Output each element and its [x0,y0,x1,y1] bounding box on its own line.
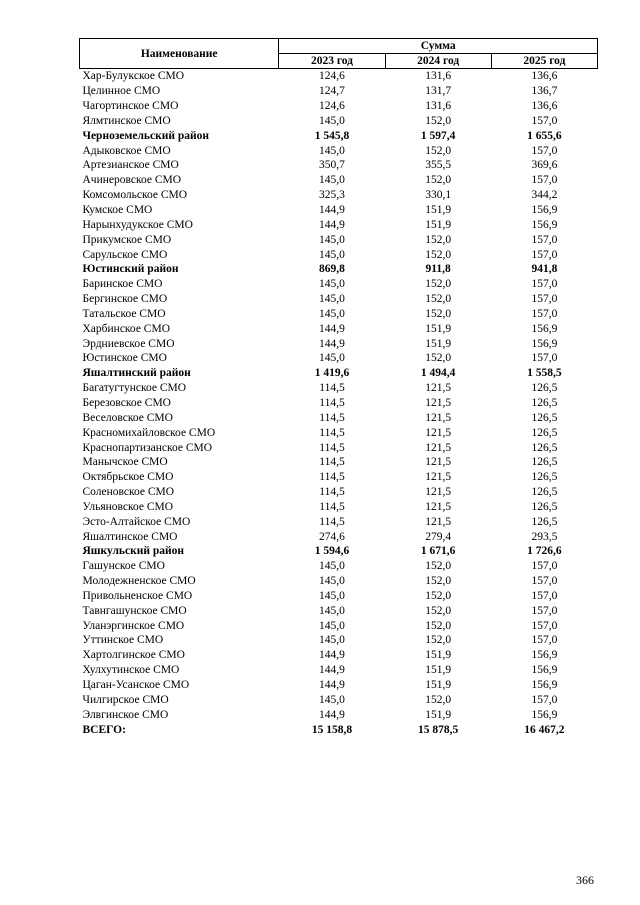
cell-2024: 121,5 [425,471,452,484]
cell-2025: 157,0 [531,174,558,187]
cell-2023: 114,5 [319,396,345,409]
cell-2024: 131,6 [425,100,452,113]
cell-2023: 114,5 [319,500,345,513]
cell-2024: 152,0 [425,278,452,291]
cell-name: Юстинский район [82,263,179,276]
cell-2023: 145,0 [319,575,345,588]
cell-2025: 344,2 [531,189,558,202]
table-row [80,485,598,500]
cell-2023: 144,9 [319,708,345,721]
table-row [80,678,598,693]
cell-2025: 157,0 [531,634,558,647]
cell-2025: 156,9 [531,664,558,677]
cell-2025: 369,6 [531,159,558,172]
cell-2024: 152,0 [425,174,452,187]
cell-2023: 145,0 [319,634,345,647]
cell-2023: 145,0 [319,560,345,573]
cell-2025: 126,5 [531,456,558,469]
cell-name: Уланэргинское СМО [82,619,185,632]
cell-2024: 121,5 [425,411,452,424]
cell-name: Элвгинское СМО [82,708,169,721]
cell-2023: 124,7 [319,85,345,98]
cell-2025: 157,0 [531,575,558,588]
cell-name: Бергинское СМО [82,293,168,306]
cell-2024: 1 597,4 [420,129,456,142]
cell-2023: 145,0 [319,174,345,187]
table-row [80,143,598,158]
table-row [80,470,598,485]
table-row [80,529,598,544]
cell-name: Соленовское СМО [82,486,175,499]
cell-name: Уттинское СМО [82,634,164,647]
table-row [80,277,598,292]
cell-2023: 124,6 [319,100,345,113]
cell-2024: 121,5 [425,456,452,469]
cell-name: Яшкульский район [82,545,184,558]
cell-2023: 325,3 [319,189,345,202]
cell-2025: 126,5 [531,382,558,395]
cell-2024: 152,0 [425,575,452,588]
cell-2023: 350,7 [319,159,345,172]
cell-2023: 144,9 [319,337,345,350]
cell-name: Целинное СМО [82,85,161,98]
table-row [80,663,598,678]
table-row [80,410,598,425]
cell-name: ВСЕГО: [82,723,126,736]
cell-2025: 126,5 [531,471,558,484]
table-row [80,574,598,589]
cell-2025: 136,6 [531,100,558,113]
cell-name: Ачинеровское СМО [82,174,182,187]
cell-2024: 152,0 [425,560,452,573]
cell-2023: 114,5 [319,456,345,469]
table-row [80,84,598,99]
cell-2025: 157,0 [531,307,558,320]
table-row-total [80,722,598,737]
cell-2023: 114,5 [319,426,345,439]
table-row [80,203,598,218]
cell-2024: 152,0 [425,293,452,306]
cell-2023: 114,5 [319,515,345,528]
page-number: 366 [576,873,594,887]
cell-2023: 114,5 [319,471,345,484]
cell-2024: 151,9 [425,679,452,692]
cell-2023: 869,8 [319,263,345,276]
cell-2024: 121,5 [425,500,452,513]
budget-table [79,38,598,737]
table-row [80,455,598,470]
cell-2025: 157,0 [531,293,558,306]
cell-name: Яшалтинское СМО [82,530,178,543]
cell-2025: 126,5 [531,486,558,499]
table-row [80,232,598,247]
table-row [80,114,598,129]
table-row [80,559,598,574]
cell-2025: 126,5 [531,500,558,513]
table-row [80,618,598,633]
cell-2024: 151,9 [425,708,452,721]
table-row [80,336,598,351]
cell-2023: 145,0 [319,233,345,246]
cell-2023: 145,0 [319,589,345,602]
cell-2023: 114,5 [319,441,345,454]
cell-2024: 152,0 [425,619,452,632]
cell-2024: 1 494,4 [420,367,456,380]
table-row [80,633,598,648]
table-row [80,247,598,262]
table-row [80,217,598,232]
cell-2023: 1 545,8 [314,129,350,142]
cell-name: Харбинское СМО [82,322,170,335]
cell-2024: 911,8 [425,263,451,276]
cell-2023: 274,6 [319,530,345,543]
cell-2025: 157,0 [531,233,558,246]
table-row [80,499,598,514]
cell-2023: 1 419,6 [314,367,350,380]
cell-2023: 145,0 [319,307,345,320]
table-row [80,69,598,84]
cell-2025: 157,0 [531,693,558,706]
cell-2023: 145,0 [319,604,345,617]
cell-2025: 1 726,6 [527,545,562,558]
table-row-total [80,128,598,143]
cell-name: Хар-Булукское СМО [82,70,185,83]
table-row [80,99,598,114]
cell-2025: 126,5 [531,441,558,454]
table-row-total [80,262,598,277]
cell-2025: 157,0 [531,352,558,365]
cell-2024: 121,5 [425,382,452,395]
cell-2024: 151,9 [425,649,452,662]
cell-name: Молодежненское СМО [82,575,196,588]
table-row-total [80,544,598,559]
cell-2025: 1 558,5 [527,367,562,380]
cell-2024: 151,9 [425,204,452,217]
cell-name: Красномихайловское СМО [82,426,216,439]
cell-2023: 124,6 [319,70,345,83]
table-row [80,307,598,322]
table-row [80,603,598,618]
cell-name: Ялмтинское СМО [82,114,171,127]
cell-2024: 121,5 [425,515,452,528]
column-header-name: Наименование [80,39,279,69]
cell-2024: 152,0 [425,634,452,647]
cell-2025: 157,0 [531,604,558,617]
cell-2023: 145,0 [319,114,345,127]
cell-2024: 330,1 [425,189,452,202]
cell-2024: 121,5 [425,426,452,439]
cell-2025: 156,9 [531,204,558,217]
cell-2024: 152,0 [425,114,452,127]
cell-2023: 145,0 [319,352,345,365]
cell-name: Тавнгашунское СМО [82,604,187,617]
cell-name: Веселовское СМО [82,411,173,424]
cell-name: Комсомольское СМО [82,189,188,202]
cell-name: Эсто-Алтайское СМО [82,515,191,528]
cell-2025: 157,0 [531,278,558,291]
cell-2023: 144,9 [319,664,345,677]
cell-2025: 126,5 [531,396,558,409]
table-row [80,440,598,455]
cell-name: Сарульское СМО [82,248,168,261]
cell-2023: 144,9 [319,649,345,662]
table-row [80,396,598,411]
cell-name: Хартолгинское СМО [82,649,185,662]
cell-2025: 157,0 [531,560,558,573]
cell-name: Прикумское СМО [82,233,172,246]
cell-name: Березовское СМО [82,396,171,409]
cell-2024: 151,9 [425,337,452,350]
cell-2025: 126,5 [531,515,558,528]
table-row [80,589,598,604]
cell-name: Адыковское СМО [82,144,171,157]
table-row [80,648,598,663]
column-header-2023: 2023 год [279,54,385,69]
cell-2023: 145,0 [319,248,345,261]
column-header-2024: 2024 год [385,54,491,69]
cell-2023: 145,0 [319,144,345,157]
cell-2025: 156,9 [531,322,558,335]
cell-2024: 1 671,6 [420,545,456,558]
cell-2025: 157,0 [531,144,558,157]
cell-2024: 151,9 [425,218,452,231]
table-row [80,381,598,396]
cell-2024: 355,5 [425,159,452,172]
cell-2023: 144,9 [319,204,345,217]
cell-2024: 121,5 [425,396,452,409]
cell-2025: 156,9 [531,679,558,692]
cell-2023: 145,0 [319,278,345,291]
cell-name: Ульяновское СМО [82,500,174,513]
cell-name: Багатугтунское СМО [82,382,187,395]
cell-name: Татальское СМО [82,307,166,320]
table-row [80,158,598,173]
column-header-sum: Сумма [279,39,598,54]
cell-2024: 121,5 [425,486,452,499]
cell-2025: 16 467,2 [524,723,565,736]
cell-2025: 157,0 [531,114,558,127]
table-row [80,692,598,707]
cell-2024: 15 878,5 [418,723,459,736]
cell-2025: 156,9 [531,337,558,350]
cell-2024: 121,5 [425,441,452,454]
cell-name: Юстинское СМО [82,352,167,365]
cell-2024: 152,0 [425,307,452,320]
cell-2025: 293,5 [531,530,558,543]
cell-2023: 144,9 [319,679,345,692]
cell-name: Баринское СМО [82,278,163,291]
table-row [80,425,598,440]
cell-name: Цаган-Усанское СМО [82,679,190,692]
cell-name: Гашунское СМО [82,560,165,573]
table-row [80,292,598,307]
cell-2024: 151,9 [425,664,452,677]
cell-2025: 156,9 [531,708,558,721]
cell-2023: 114,5 [319,382,345,395]
cell-name: Яшалтинский район [82,367,191,380]
cell-2023: 1 594,6 [314,545,350,558]
cell-2025: 126,5 [531,426,558,439]
cell-2025: 941,8 [531,263,558,276]
cell-2023: 144,9 [319,322,345,335]
cell-2023: 145,0 [319,693,345,706]
cell-2023: 145,0 [319,293,345,306]
cell-2025: 157,0 [531,248,558,261]
cell-2023: 144,9 [319,218,345,231]
cell-2024: 131,7 [425,85,452,98]
cell-name: Привольненское СМО [82,589,193,602]
cell-2024: 152,0 [425,352,452,365]
cell-2024: 152,0 [425,248,452,261]
cell-2024: 152,0 [425,589,452,602]
table-row-total [80,366,598,381]
table-row [80,188,598,203]
table-header [80,39,598,69]
cell-2023: 114,5 [319,486,345,499]
cell-2023: 145,0 [319,619,345,632]
cell-name: Артезианское СМО [82,159,179,172]
cell-2024: 131,6 [425,70,452,83]
cell-name: Кумское СМО [82,204,153,217]
cell-name: Нарынхудукское СМО [82,218,193,231]
cell-2024: 152,0 [425,693,452,706]
cell-2025: 1 655,6 [527,129,562,142]
cell-name: Эрдниевское СМО [82,337,175,350]
cell-name: Манычское СМО [82,456,168,469]
cell-2023: 15 158,8 [311,723,353,736]
cell-2025: 156,9 [531,649,558,662]
cell-2025: 126,5 [531,411,558,424]
cell-name: Краснопартизанское СМО [82,441,213,454]
cell-name: Чагортинское СМО [82,100,179,113]
cell-name: Черноземельский район [82,129,210,142]
table-row [80,173,598,188]
cell-2025: 157,0 [531,619,558,632]
cell-2025: 136,6 [531,70,558,83]
cell-2025: 156,9 [531,218,558,231]
table-body [80,69,598,737]
column-header-2025: 2025 год [491,54,597,69]
cell-2024: 151,9 [425,322,452,335]
cell-2024: 152,0 [425,604,452,617]
cell-name: Хулхутинское СМО [82,664,180,677]
table-row [80,707,598,722]
cell-2024: 152,0 [425,233,452,246]
cell-2025: 157,0 [531,589,558,602]
cell-2023: 114,5 [319,411,345,424]
cell-name: Чилгирское СМО [82,693,169,706]
cell-2025: 136,7 [531,85,558,98]
cell-2024: 152,0 [425,144,452,157]
table-row [80,321,598,336]
cell-2024: 279,4 [425,530,452,543]
table-row [80,514,598,529]
table-row [80,351,598,366]
cell-name: Октябрьское СМО [82,471,174,484]
